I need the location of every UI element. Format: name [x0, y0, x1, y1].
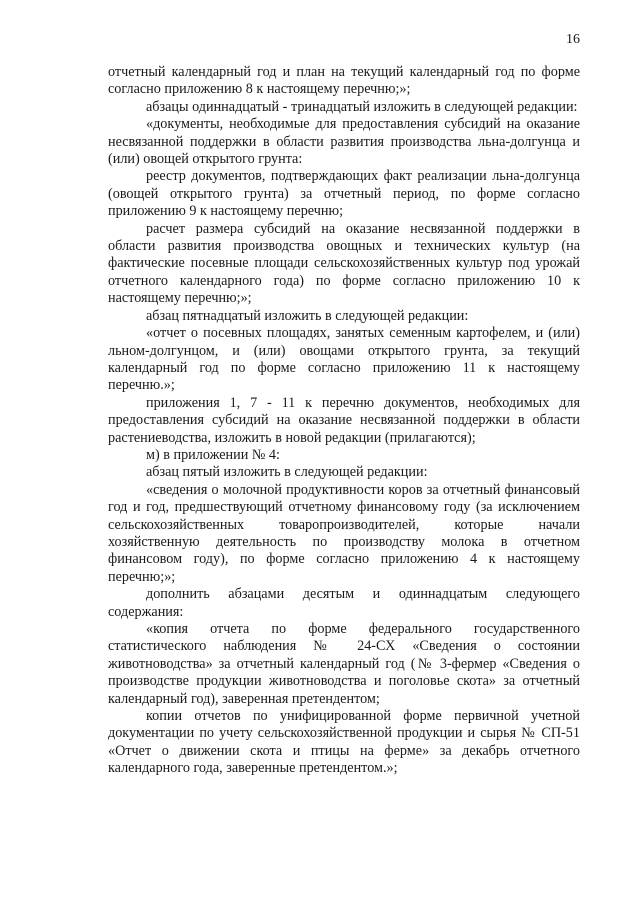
- paragraph: дополнить абзацами десятым и одиннадцатым следующего содержания:: [108, 586, 580, 620]
- paragraph: абзац пятый изложить в следующей редакции:: [146, 464, 428, 481]
- paragraph: м) в приложении № 4:: [146, 446, 280, 463]
- page-number: 16: [566, 32, 580, 47]
- document-body: [108, 64, 580, 778]
- paragraph: отчетный календарный год и план на текущий календарный год по форме согласно приложению 8 к настоящему перечню;»;: [108, 64, 580, 98]
- paragraph: расчет размера субсидий на оказание несвязанной поддержки в области развития производства овощных и технических культур (на фактические посевные площади сельскохозяйственных культур под урожай отчетного календарного года) по форме согласно приложению 10 к настоящему перечню;»;: [108, 220, 580, 307]
- paragraph: «копия отчета по форме федерального государственного статистического наблюдения № 24-СХ «Сведения о состоянии животноводства» за отчетный календарный год (№ 3-фермер «Сведения о производстве продукции животноводства и поголовье скота» за отчетный календарный год), заверенная претендентом;: [108, 621, 580, 707]
- paragraph: «отчет о посевных площадях, занятых семенным картофелем, и (или) льном-долгунцом, и (или) овощами открытого грунта, за текущий календарный год по форме согласно приложению 11 к настоящему перечню.»;: [108, 325, 580, 394]
- paragraph: приложения 1, 7 - 11 к перечню документов, необходимых для предоставления субсидий на оказание несвязанной поддержки в области растениеводства, изложить в новой редакции (прилагаются);: [108, 394, 580, 446]
- paragraph: «документы, необходимые для предоставления субсидий на оказание несвязанной поддержки в области развития производства льна-долгунца и (или) овощей открытого грунта:: [108, 116, 580, 168]
- paragraph: «сведения о молочной продуктивности коров за отчетный финансовый год и год, предшествующий отчетному финансовому году (за исключением сельскохозяйственных товаропроизводителей, которые начали хозяйственную деятельность по производству молока в отчетном финансовом году), по форме согласно приложению 4 к настоящему перечню;»;: [108, 481, 580, 585]
- paragraph: абзац пятнадцатый изложить в следующей редакции:: [146, 307, 469, 324]
- paragraph: реестр документов, подтверждающих факт реализации льна-долгунца (овощей открытого грунта) за отчетный период, по форме согласно приложению 9 к настоящему перечню;: [108, 168, 580, 220]
- paragraph: копии отчетов по унифицированной форме первичной учетной документации по учету сельскохозяйственной продукции и сырья № СП-51 «Отчет о движении скота и птицы на ферме» за декабрь отчетного календарного года, заверенные претендентом.»;: [108, 708, 580, 777]
- paragraph: абзацы одиннадцатый - тринадцатый изложить в следующей редакции:: [146, 98, 578, 115]
